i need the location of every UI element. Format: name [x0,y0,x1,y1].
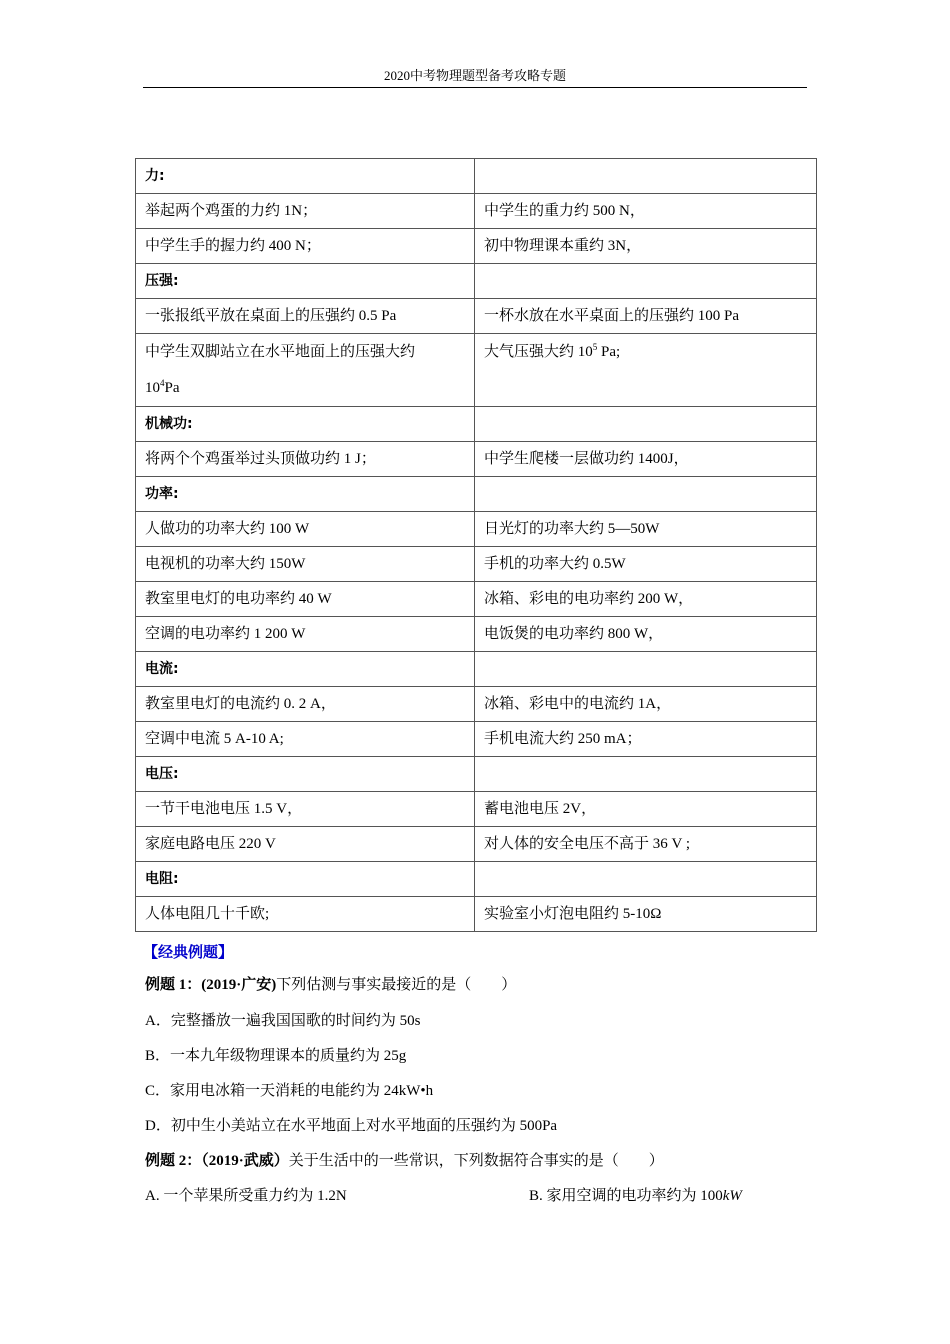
section-head-force: 力: [136,159,475,194]
table-cell: 一杯水放在水平桌面上的压强约 100 Pa [475,299,817,334]
table-row [136,334,817,407]
example-2-option-a: A. 一个苹果所受重力约为 1.2N [145,1188,347,1204]
table-cell: 空调中电流 5 A-10 A; [136,722,475,757]
table-cell: 一节干电池电压 1.5 V， [136,792,475,827]
example-1-question: 例题 1：(2019·广安)下列估测与事实最接近的是（ ） [145,977,517,993]
table-cell: 家庭电路电压 220 V [136,827,475,862]
table-cell: 教室里电灯的电流约 0. 2 A， [136,687,475,722]
example-1-option-b: B．一本九年级物理课本的质量约为 25g [145,1048,407,1064]
table-row [136,442,817,477]
table-cell: 初中物理课本重约 3N， [475,229,817,264]
table-row [136,897,817,932]
example-1-option-c: C．家用电冰箱一天消耗的电能约为 24kW•h [145,1083,434,1099]
section-head-current: 电流: [136,652,475,687]
table-cell: 冰箱、彩电的电功率约 200 W， [475,582,817,617]
table-cell: 电饭煲的电功率约 800 W， [475,617,817,652]
table-row [136,159,817,194]
example-1-label: 例题 1：(2019·广安) [145,977,277,993]
table-cell: 中学生爬楼一层做功约 1400J， [475,442,817,477]
table-cell: 日光灯的功率大约 5—50W [475,512,817,547]
table-row [136,862,817,897]
table-cell: 对人体的安全电压不高于 36 V ; [475,827,817,862]
table-cell: 中学生的重力约 500 N， [475,194,817,229]
table-cell: 冰箱、彩电中的电流约 1A， [475,687,817,722]
table-cell: 将两个个鸡蛋举过头顶做功约 1 J； [136,442,475,477]
table-cell: 蓄电池电压 2V， [475,792,817,827]
estimation-table [135,158,817,932]
table-cell: 中学生手的握力约 400 N； [136,229,475,264]
table-row [136,582,817,617]
table-row [136,757,817,792]
section-title-examples: 【经典例题】 [143,943,234,961]
example-2-option-b: B. 家用空调的电功率约为 100kW [529,1188,742,1204]
example-2-label: 例题 2：（2019·武威） [145,1153,289,1169]
table-cell: 手机电流大约 250 mA； [475,722,817,757]
table-cell: 中学生双脚站立在水平地面上的压强大约 $10^4Pa$ [136,334,475,407]
table-row [136,652,817,687]
table-row [136,264,817,299]
table-cell: 电视机的功率大约 150W [136,547,475,582]
table-row [136,722,817,757]
table-row [136,792,817,827]
table-cell: 教室里电灯的电功率约 40 W [136,582,475,617]
header-divider [143,87,807,88]
table-row [136,299,817,334]
table-cell: 人体电阻几十千欧; [136,897,475,932]
table-cell: 空调的电功率约 1 200 W [136,617,475,652]
section-head-pressure: 压强: [136,264,475,299]
table-cell: 举起两个鸡蛋的力约 1N； [136,194,475,229]
page-header-title: 2020中考物理题型备考攻略专题 [383,68,566,83]
section-head-power: 功率: [136,477,475,512]
section-head-voltage: 电压: [136,757,475,792]
table-row [136,687,817,722]
table-row [136,827,817,862]
table-row [136,617,817,652]
example-1-option-d: D．初中生小美站立在水平地面上对水平地面的压强约为 500Pa [145,1118,558,1134]
example-1-option-a: A．完整播放一遍我国国歌的时间约为 50s [145,1013,421,1029]
section-head-resistance: 电阻: [136,862,475,897]
table-row [136,407,817,442]
table-row [136,229,817,264]
table-row [136,194,817,229]
table-row [136,512,817,547]
example-2-question: 例题 2：（2019·武威）关于生活中的一些常识，下列数据符合事实的是（ ） [145,1153,664,1169]
table-cell: 一张报纸平放在桌面上的压强约 0.5 Pa [136,299,475,334]
table-row [136,477,817,512]
section-head-work: 机械功: [136,407,475,442]
table-cell: 人做功的功率大约 100 W [136,512,475,547]
table-row [136,547,817,582]
table-cell: 实验室小灯泡电阻约 5-10Ω [475,897,817,932]
table-cell: 手机的功率大约 0.5W [475,547,817,582]
table-cell: 大气压强大约 $10^5$ Pa; [475,334,817,407]
